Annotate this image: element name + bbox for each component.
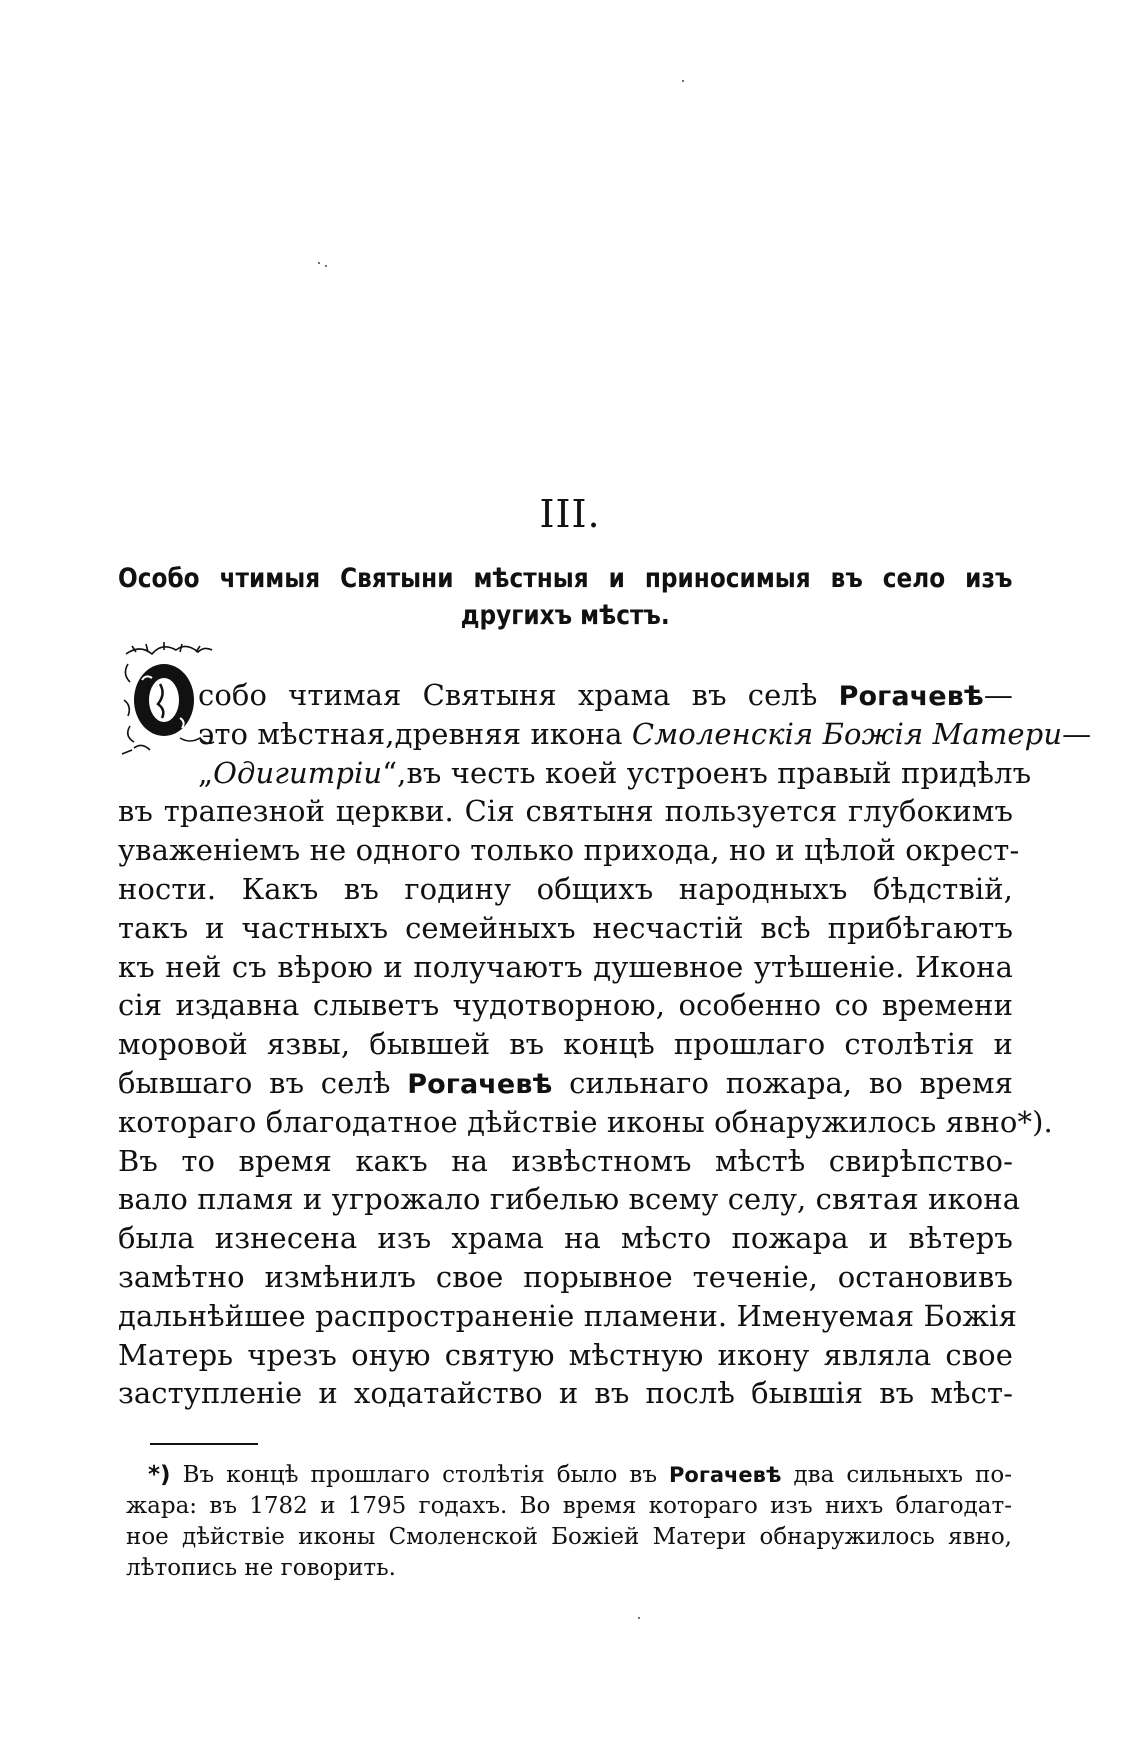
body-text-line: такъ и частныхъ семейныхъ несчастій всѣ прибѣгаютъ (118, 910, 1013, 945)
heading-line-1: Особо чтимыя Святыни мѣстныя и приносимыя въ село изъ (118, 563, 1013, 594)
footnote-text-line: ное дѣйствіе иконы Смоленской Божіей Матери обнаружилось явно, (126, 1524, 1012, 1550)
body-text-line: заступленіе и ходатайство и въ послѣ бывшія въ мѣст- (118, 1376, 1013, 1411)
place-name: Рогачевѣ (669, 1463, 782, 1487)
body-text-line: это мѣстная,древняя икона Смоленскія Божія Матери— (198, 716, 1092, 751)
body-text-line: Въ то время какъ на извѣстномъ мѣстѣ свирѣпство- (118, 1143, 1013, 1178)
place-name: Рогачевѣ (407, 1068, 553, 1100)
body-text-line: сія издавна слыветъ чудотворною, особенно со времени (118, 988, 1013, 1023)
body-text-line: замѣтно измѣнилъ свое порывное теченіе, остановивъ (118, 1259, 1013, 1294)
print-speck (638, 1617, 640, 1619)
print-speck (325, 265, 327, 267)
footnote-text-line: *) Въ концѣ прошлаго столѣтія было въ Рогачевѣ два сильныхъ по- (148, 1462, 1012, 1488)
print-speck (318, 262, 320, 264)
heading-line-2: другихъ мѣстъ. (460, 600, 670, 631)
footnote-marker: *) (148, 1462, 171, 1488)
body-text-line: была изнесена изъ храма на мѣсто пожара и вѣтеръ (118, 1221, 1013, 1256)
body-text (118, 676, 1092, 1413)
body-text-line: „Одигитріи“,въ честь коей устроенъ правый придѣлъ (198, 755, 1032, 790)
body-text-line: въ трапезной церкви. Сія святыня пользуется глубокимъ (118, 794, 1013, 829)
footnote-text-line: лѣтопись не говорить. (126, 1555, 396, 1581)
body-text-line: бывшаго въ селѣ Рогачевѣ сильнаго пожара, во время (118, 1065, 1013, 1100)
body-text-line: уваженіемъ не одного только прихода, но и цѣлой окрест- (118, 833, 1020, 868)
chapter-number: III. (539, 492, 601, 536)
body-text-line: котораго благодатное дѣйствіе иконы обнаружилось явно*). (118, 1104, 1053, 1139)
footnote (126, 1460, 1012, 1584)
footnote-separator (150, 1443, 258, 1445)
body-text-line: собо чтимая Святыня храма въ селѣ Рогачевѣ— (198, 678, 1013, 712)
italic-title: Смоленскія Божія Матери (631, 716, 1063, 751)
body-text-line: дальнѣйшее распространеніе пламени. Именуемая Божія (118, 1298, 1017, 1333)
body-text-line: ности. Какъ въ годину общихъ народныхъ бѣдствій, (118, 871, 1013, 906)
footnote-text-line: жара: въ 1782 и 1795 годахъ. Во время котораго изъ нихъ благодат- (126, 1493, 1012, 1519)
place-name: Рогачевѣ (838, 681, 984, 712)
body-text-line: моровой язвы, бывшей въ концѣ прошлаго столѣтія и (118, 1027, 1013, 1062)
chapter-heading (118, 560, 1012, 634)
italic-title: Одигитріи (213, 755, 383, 790)
body-text-line: вало пламя и угрожало гибелью всему селу, святая икона (118, 1182, 1021, 1217)
body-text-line: къ ней съ вѣрою и получаютъ душевное утѣшеніе. Икона (118, 949, 1013, 984)
body-text-line: Матерь чрезъ оную святую мѣстную икону являла свое (118, 1337, 1013, 1372)
print-speck (682, 80, 684, 82)
